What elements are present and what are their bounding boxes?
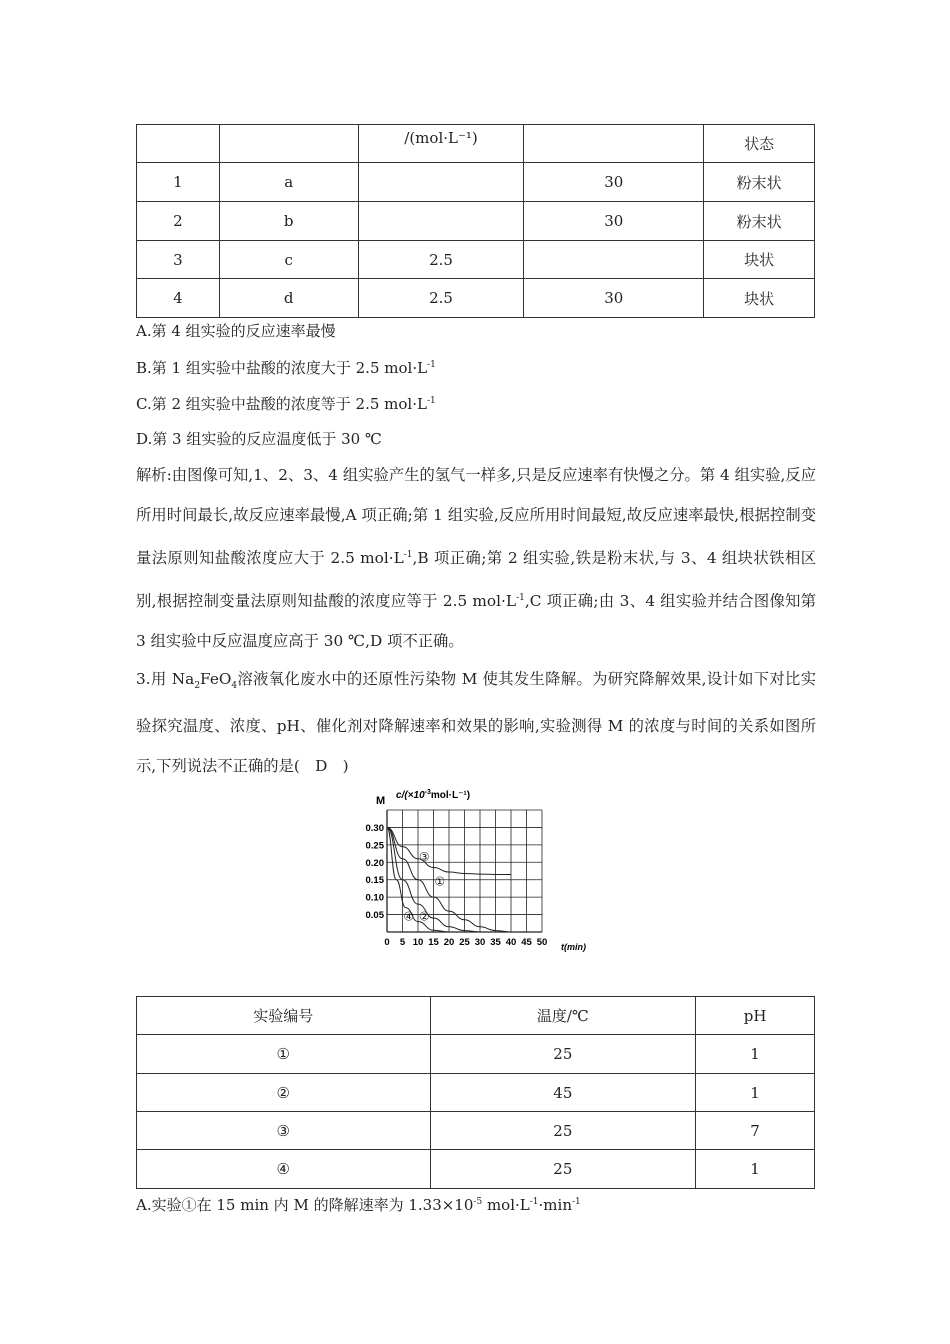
table-cell: 25	[430, 1150, 696, 1189]
table-cell	[358, 202, 524, 241]
y-axis-label-post: mol·L⁻¹)	[430, 790, 471, 801]
table-cell: 45	[430, 1074, 696, 1112]
table-cell: a	[219, 163, 358, 202]
y-axis-label-pre: c/(×10	[396, 790, 425, 801]
analysis-text-1: 解析:由图像可知,1、2、3、4 组实验产生的氢气一样多,只是反应速率有快慢之分。第 4 组实验,反应所用时间最长,故反应速率最慢,A 项正确;第 1 组实验,反应所用时间最短,故反应速率最快,根据控制变量法原则知盐酸浓度应大于 2.5 mol·L	[136, 466, 816, 568]
table-row	[137, 202, 815, 241]
q3-option-a-exp-1: -5	[473, 1197, 483, 1207]
y-tick-label: 0.20	[365, 857, 384, 869]
table-cell: 30	[524, 202, 704, 241]
table-cell: 4	[137, 279, 220, 318]
experiment-table-2	[136, 996, 815, 1189]
table-cell: 1	[696, 1035, 815, 1074]
series-label: ②	[418, 909, 430, 924]
analysis-text-3: ,C 项正确;由 3、4 组实验并结合图像知第 3 组实验中反应温度应高于 30 ℃,D 项不正确。	[136, 592, 817, 651]
option-d: D.第 3 组实验的反应温度低于 30 ℃	[136, 430, 382, 448]
table-cell: 1	[137, 163, 220, 202]
series-label: ④	[403, 909, 415, 924]
table-row	[137, 1074, 815, 1112]
table-cell: 实验编号	[137, 997, 431, 1035]
option-b-text: B.第 1 组实验中盐酸的浓度大于 2.5 mol·L	[136, 359, 428, 377]
x-tick-label: 20	[443, 937, 455, 948]
q3-option-a	[136, 1194, 581, 1215]
q3-text-post: 溶液氧化废水中的还原性污染物 M 使其发生降解。为研究降解效果,设计如下对比实验探究温度、浓度、pH、催化剂对降解速率和效果的影响,实验测得 M 的浓度与时间的关系如图所示,下列说法不正确的是( D )	[136, 670, 816, 776]
option-b-exponent: -1	[427, 360, 436, 370]
option-b	[136, 357, 436, 378]
table-cell: d	[219, 279, 358, 318]
table-row	[137, 1035, 815, 1074]
table-cell	[219, 125, 358, 163]
table-cell: ③	[137, 1112, 431, 1150]
table-cell: 25	[430, 1035, 696, 1074]
table-cell: 30	[524, 279, 704, 318]
option-c-exponent: -1	[426, 396, 436, 406]
x-tick-label: 15	[428, 937, 439, 948]
table-row	[137, 1112, 815, 1150]
table-cell	[524, 125, 704, 163]
table-cell	[524, 241, 704, 279]
table-cell: /(mol·L⁻¹)	[358, 125, 524, 163]
y-tick-label: 0.30	[365, 822, 384, 834]
x-tick-label: 5	[399, 937, 406, 948]
y-axis-label-exp: -3	[424, 789, 431, 796]
table-row	[137, 241, 815, 279]
table-cell: 7	[696, 1112, 815, 1150]
chart-svg	[360, 778, 600, 956]
y-tick-label: 0.10	[365, 892, 384, 904]
q3-subscript-2: 4	[231, 681, 238, 692]
analysis-paragraph	[136, 455, 816, 661]
y-axis-letter: M	[376, 795, 386, 807]
table-cell: b	[219, 202, 358, 241]
x-tick-label: 40	[505, 937, 517, 948]
table-cell: 1	[696, 1150, 815, 1189]
q3-option-a-text-3: ·min	[538, 1196, 572, 1214]
table-cell: 30	[524, 163, 704, 202]
table-cell: 状态	[704, 125, 815, 163]
x-tick-label: 30	[474, 937, 486, 948]
table-cell: 块状	[704, 241, 815, 279]
table-header-row	[137, 997, 815, 1035]
table-row	[137, 163, 815, 202]
option-a: A.第 4 组实验的反应速率最慢	[136, 322, 336, 340]
q3-text-pre: 3.用 Na	[136, 670, 195, 688]
x-tick-label: 50	[536, 937, 548, 948]
option-c	[136, 393, 436, 414]
x-tick-label: 45	[521, 937, 532, 948]
table-cell: 3	[137, 241, 220, 279]
x-tick-label: 35	[490, 937, 501, 948]
table-cell: 粉末状	[704, 163, 815, 202]
concentration-time-chart	[360, 778, 600, 956]
table-cell: ②	[137, 1074, 431, 1112]
q3-option-a-exp-3: -1	[571, 1197, 581, 1207]
x-tick-label: 25	[459, 937, 470, 948]
table-cell: c	[219, 241, 358, 279]
table-cell: 1	[696, 1074, 815, 1112]
table-cell: 温度/℃	[430, 997, 696, 1035]
chart-labels	[403, 850, 445, 923]
y-tick-label: 0.15	[365, 875, 384, 887]
analysis-exponent-1: -1	[403, 550, 413, 560]
table-cell: 2	[137, 202, 220, 241]
table-cell: 粉末状	[704, 202, 815, 241]
q3-subscript-1: 2	[194, 681, 201, 692]
y-tick-label: 0.25	[365, 840, 384, 852]
table-header-row	[137, 125, 815, 163]
table-cell: pH	[696, 997, 815, 1035]
x-tick-label: 10	[412, 937, 424, 948]
q3-option-a-text-1: A.实验①在 15 min 内 M 的降解速率为 1.33×10	[136, 1196, 474, 1214]
table-cell: 2.5	[358, 241, 524, 279]
x-tick-label: 0	[384, 937, 390, 948]
y-axis-label	[396, 789, 470, 801]
table-cell: ①	[137, 1035, 431, 1074]
series-label: ③	[418, 850, 430, 865]
table-row	[137, 279, 815, 318]
option-c-text: C.第 2 组实验中盐酸的浓度等于 2.5 mol·L	[136, 395, 427, 413]
table-cell	[137, 125, 220, 163]
question-3-stem	[136, 659, 816, 786]
table-cell: 块状	[704, 279, 815, 318]
q3-option-a-exp-2: -1	[529, 1197, 539, 1207]
table-cell: ④	[137, 1150, 431, 1189]
table-cell: 2.5	[358, 279, 524, 318]
series-label: ①	[434, 874, 446, 889]
table-cell: 25	[430, 1112, 696, 1150]
table-cell	[358, 163, 524, 202]
analysis-text-2: ,B 项正确;第 2 组实验,铁是粉末状,与 3、4 组块状铁相区别,根据控制变量法原则知盐酸的浓度应等于 2.5 mol·L	[136, 549, 816, 611]
y-tick-label: 0.05	[365, 910, 384, 922]
x-axis-label: t(min)	[561, 942, 586, 952]
analysis-exponent-2: -1	[516, 593, 525, 604]
q3-text-mid: FeO	[200, 670, 232, 688]
table-row	[137, 1150, 815, 1189]
experiment-table-1	[136, 124, 815, 318]
q3-option-a-text-2: mol·L	[482, 1196, 530, 1214]
